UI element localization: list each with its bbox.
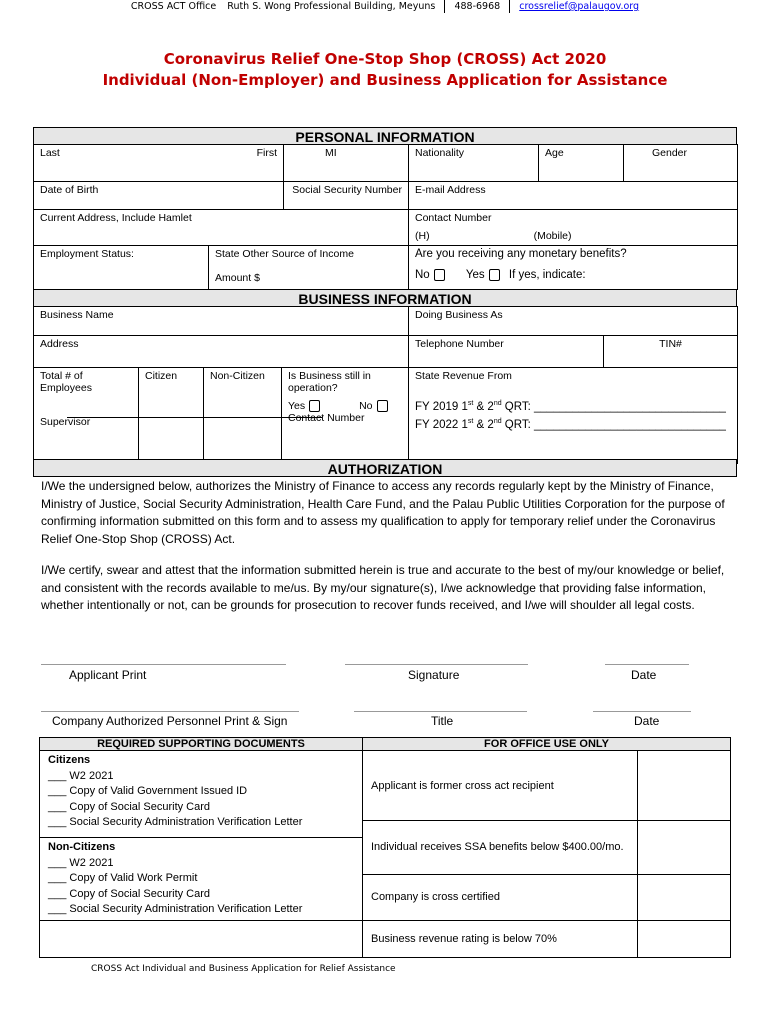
email-field[interactable]: E-mail Address — [409, 182, 738, 210]
address-field[interactable]: Current Address, Include Hamlet — [34, 210, 409, 246]
applicant-print-line[interactable] — [41, 664, 286, 665]
noncitizen-count-field[interactable]: Non-Citizen — [204, 368, 282, 464]
separator — [509, 0, 510, 13]
business-name-field[interactable]: Business Name — [34, 307, 409, 336]
office-phone: 488-6968 — [454, 1, 501, 12]
monetary-benefits-question: Are you receiving any monetary benefits? — [415, 248, 627, 260]
in-operation-yes-checkbox[interactable] — [309, 400, 320, 412]
documents-table — [39, 737, 731, 958]
gender-field[interactable]: Gender — [624, 145, 738, 182]
ssn-field[interactable]: Social Security Number — [284, 182, 409, 210]
office-name: CROSS ACT Office — [130, 1, 217, 12]
office-check-box[interactable] — [638, 821, 731, 875]
tin-field[interactable]: TIN# — [604, 336, 738, 368]
page-footer: CROSS Act Individual and Business Application for Relief Assistance — [91, 964, 396, 974]
nationality-field[interactable]: Nationality — [409, 145, 539, 182]
noncitizens-label: Non-Citizens — [48, 841, 116, 853]
home-phone-label: (H) — [415, 230, 430, 242]
yes-label: Yes — [465, 269, 485, 282]
mi-field[interactable]: MI — [284, 145, 409, 182]
age-field[interactable]: Age — [539, 145, 624, 182]
contact-number-field[interactable] — [409, 210, 738, 246]
supervisor-label: Supervisor — [40, 416, 91, 428]
citizens-doc-item[interactable]: ___ Social Security Administration Verification Letter — [48, 816, 303, 828]
business-info-heading: BUSINESS INFORMATION — [33, 289, 737, 307]
yes-label: Yes — [288, 400, 306, 412]
docs-spacer — [40, 920, 363, 957]
office-use-heading: FOR OFFICE USE ONLY — [363, 738, 731, 751]
date-line[interactable] — [605, 664, 689, 665]
no-label: No — [415, 269, 430, 282]
form-title: Coronavirus Relief One-Stop Shop (CROSS) Act 2020 — [163, 50, 607, 68]
office-check-box[interactable] — [638, 751, 731, 821]
office-check-box[interactable] — [638, 874, 731, 920]
business-address-field[interactable]: Address — [34, 336, 409, 368]
last-name-field[interactable]: Last First — [34, 145, 284, 182]
separator — [444, 0, 445, 13]
citizens-docs — [40, 751, 363, 838]
office-contact-line — [0, 0, 770, 13]
noncitizens-doc-item[interactable]: ___ W2 2021 — [48, 856, 114, 869]
office-check-box[interactable] — [638, 920, 731, 957]
citizens-doc-item[interactable]: ___ Copy of Valid Government Issued ID — [48, 785, 248, 797]
no-label: No — [359, 400, 373, 412]
first-name-label: First — [256, 147, 277, 159]
in-operation-question: Is Business still in operation? — [288, 370, 371, 394]
company-print-label: Company Authorized Personnel Print & Sign — [52, 714, 288, 728]
office-email-link[interactable]: crossrelief@palaugov.org — [519, 1, 640, 12]
title-label: Title — [431, 714, 454, 728]
total-employees-field[interactable] — [34, 368, 139, 464]
signature-line[interactable] — [345, 664, 528, 665]
authorization-heading: AUTHORIZATION — [33, 459, 737, 477]
form-subtitle: Individual (Non-Employer) and Business Application for Assistance — [102, 71, 668, 89]
noncitizens-doc-item[interactable]: ___ Copy of Valid Work Permit — [48, 872, 198, 884]
authorization-paragraph-2: I/We certify, swear and attest that the information submitted herein is true and accurate to the best of my/our knowledge or belief, and consistent with the records available to me/us. By my/our signature(s), I/we acknowledge that providing false information, whether intentionally or not, can be grounds for prosecution to recover funds received, and I/we will shoulder all legal costs. — [41, 563, 725, 612]
in-operation-field — [282, 368, 409, 464]
yes-checkbox[interactable] — [489, 269, 500, 281]
signature-label: Signature — [408, 668, 460, 682]
required-documents-heading: REQUIRED SUPPORTING DOCUMENTS — [40, 738, 363, 751]
date2-line[interactable] — [593, 711, 691, 712]
citizens-label: Citizens — [48, 754, 91, 766]
contact-number-label: Contact Number — [288, 412, 365, 425]
office-building: Ruth S. Wong Professional Building, Meyuns — [227, 1, 436, 12]
noncitizens-doc-item[interactable]: ___ Social Security Administration Verification Letter — [48, 903, 303, 915]
office-item: Applicant is former cross act recipient — [363, 751, 638, 821]
dba-field[interactable]: Doing Business As — [409, 307, 738, 336]
state-revenue-label: State Revenue From — [415, 370, 512, 382]
no-checkbox[interactable] — [434, 269, 445, 281]
noncitizens-docs — [40, 838, 363, 921]
business-info-table — [33, 306, 738, 464]
citizens-doc-item[interactable]: ___ Copy of Social Security Card — [48, 800, 211, 813]
monetary-benefits-field — [409, 246, 738, 290]
personal-info-heading: PERSONAL INFORMATION — [33, 127, 737, 145]
title-line[interactable] — [354, 711, 527, 712]
office-item: Business revenue rating is below 70% — [363, 920, 638, 957]
office-item: Individual receives SSA benefits below $400.00/mo. — [363, 821, 638, 875]
applicant-print-label: Applicant Print — [69, 668, 147, 682]
date-label: Date — [631, 668, 657, 682]
employment-status-field[interactable]: Employment Status: — [34, 246, 209, 290]
company-print-line[interactable] — [41, 711, 299, 712]
amount-label: Amount $ — [215, 272, 260, 284]
if-yes-label: If yes, indicate: — [508, 269, 586, 282]
citizens-doc-item[interactable]: ___ W2 2021 — [48, 769, 114, 782]
contact-number-label: Contact Number — [415, 212, 492, 224]
fy2019-line[interactable]: FY 2019 1st & 2nd QRT: ______________________________ — [415, 400, 726, 413]
total-employees-label: Total # of Employees — [40, 370, 92, 394]
state-revenue-field[interactable] — [409, 368, 738, 464]
mobile-phone-label: (Mobile) — [533, 230, 572, 242]
other-income-field[interactable] — [209, 246, 409, 290]
office-item: Company is cross certified — [363, 874, 638, 920]
date2-label: Date — [634, 714, 660, 728]
noncitizens-doc-item[interactable]: ___ Copy of Social Security Card — [48, 887, 211, 900]
personal-info-table — [33, 144, 738, 290]
in-operation-no-checkbox[interactable] — [377, 400, 388, 412]
dob-field[interactable]: Date of Birth — [34, 182, 284, 210]
citizen-count-field[interactable]: Citizen — [139, 368, 204, 464]
fy2022-line[interactable]: FY 2022 1st & 2nd QRT: ______________________________ — [415, 417, 726, 431]
authorization-paragraph-1: I/We the undersigned below, authorizes the Ministry of Finance to access any records regularly kept by the Ministry of Finance, Ministry of Justice, Social Security Administration, Health Care Fund, and the Palau Public Utilities Corporation for the purpose of confirming information submitted on this form and to assess my qualification to apply for temporary relief under the Coronavirus Relief One-Stop Shop (CROSS) Act. — [41, 479, 725, 546]
other-income-label: State Other Source of Income — [215, 248, 354, 260]
telephone-field[interactable]: Telephone Number — [409, 336, 604, 368]
